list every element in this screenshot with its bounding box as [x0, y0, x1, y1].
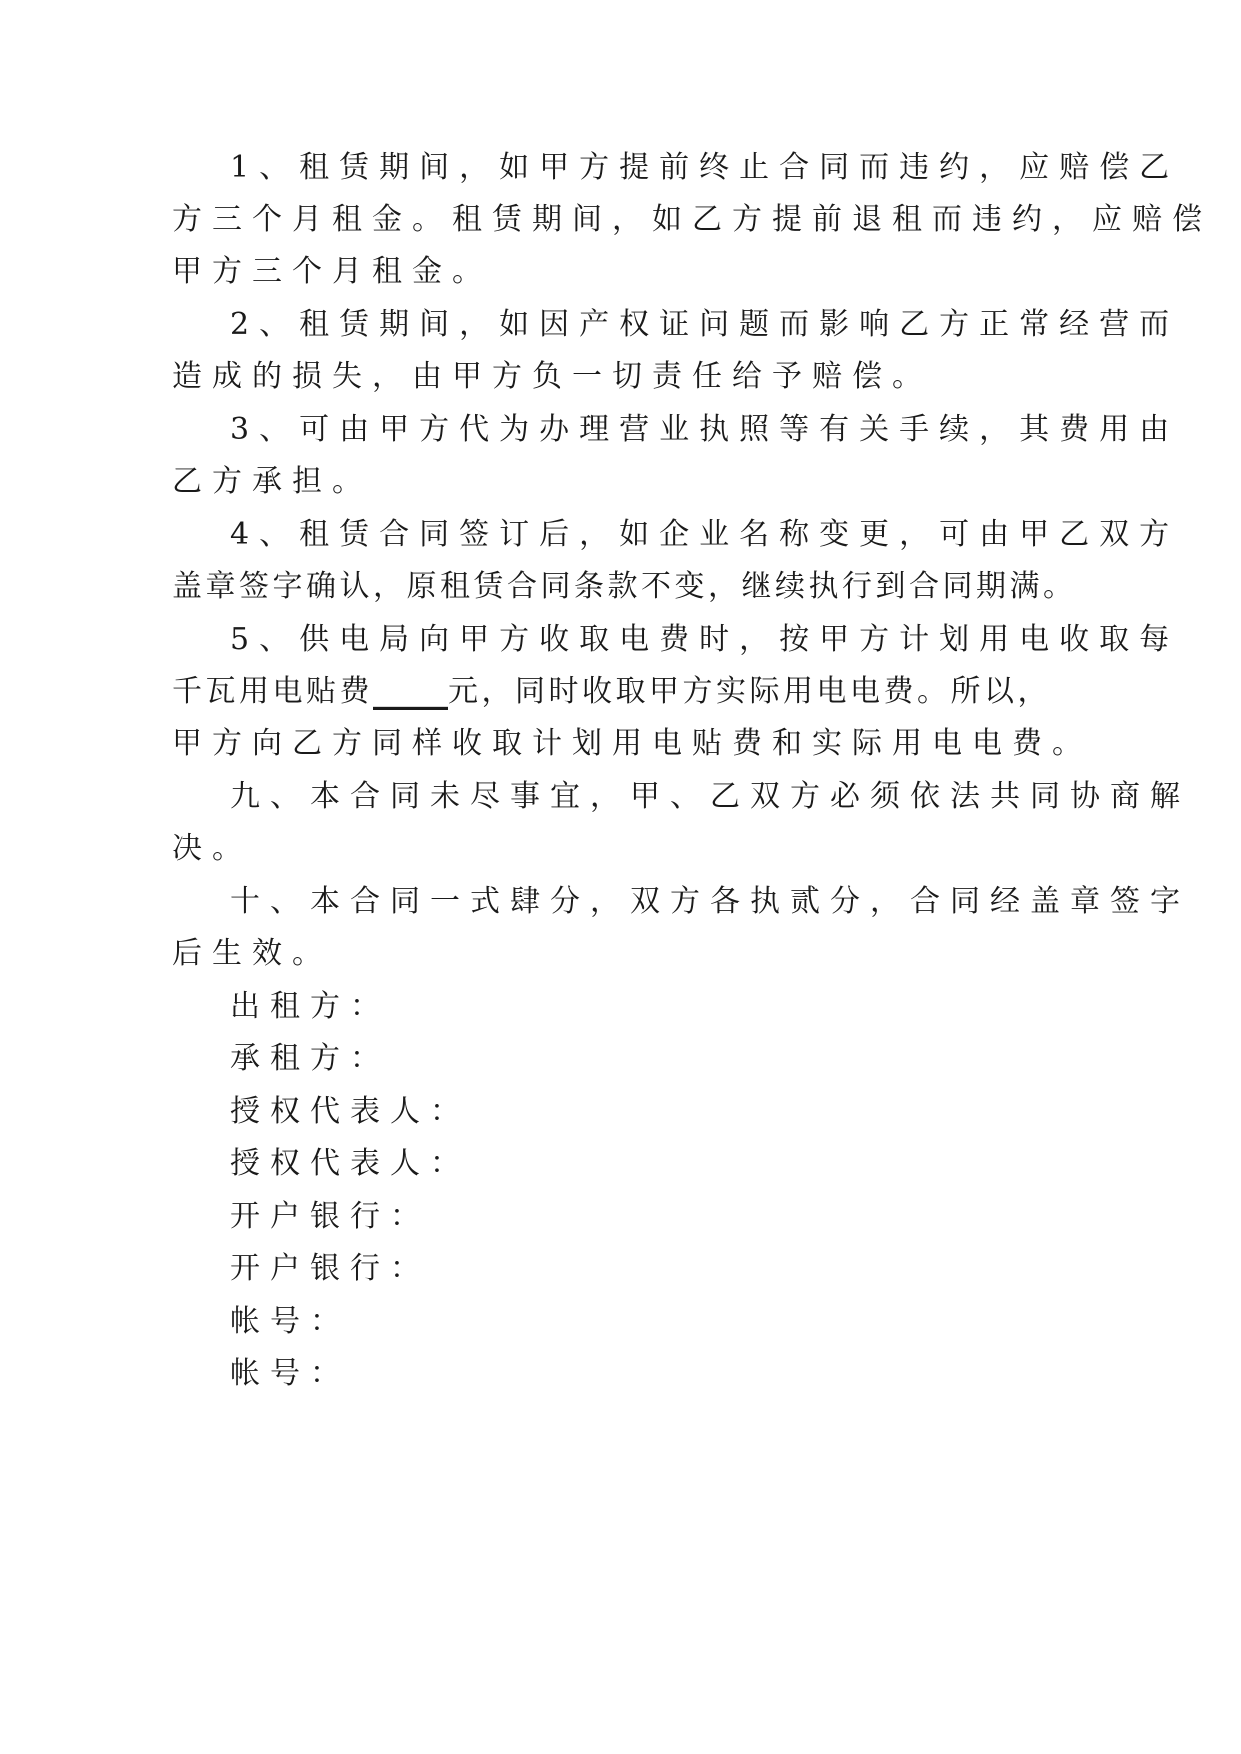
clause-9-line-2: 决。 — [172, 831, 252, 866]
signature-account-1: 帐号： — [230, 1304, 350, 1339]
clause-10-line-1: 十、本合同一式肆分，双方各执贰分，合同经盖章签字 — [230, 884, 1190, 919]
clause-10-line-2: 后生效。 — [172, 936, 332, 971]
fee-text-before: 千瓦用电贴费 — [172, 674, 373, 709]
clause-1-line-2: 方三个月租金。租赁期间，如乙方提前退租而违约，应赔偿 — [172, 202, 1212, 237]
signature-account-2: 帐号： — [230, 1356, 350, 1391]
signature-lessor: 出租方： — [230, 989, 390, 1024]
clause-2-line-1: 2、租赁期间，如因产权证问题而影响乙方正常经营而 — [230, 307, 1180, 342]
clause-2-line-2: 造成的损失，由甲方负一切责任给予赔偿。 — [172, 359, 932, 394]
clause-4-line-1: 4、租赁合同签订后，如企业名称变更，可由甲乙双方 — [230, 517, 1180, 552]
clause-1-line-1: 1、租赁期间，如甲方提前终止合同而违约，应赔偿乙 — [230, 150, 1180, 185]
signature-authorized-rep-2: 授权代表人： — [230, 1146, 470, 1181]
signature-lessee: 承租方： — [230, 1041, 390, 1076]
clause-5-line-1: 5、供电局向甲方收取电费时，按甲方计划用电收取每 — [230, 622, 1180, 657]
clause-9-line-1: 九、本合同未尽事宜，甲、乙双方必须依法共同协商解 — [230, 779, 1190, 814]
signature-bank-1: 开户银行： — [230, 1199, 430, 1234]
signature-bank-2: 开户银行： — [230, 1251, 430, 1286]
clause-3-line-2: 乙方承担。 — [172, 464, 372, 499]
clause-3-line-1: 3、可由甲方代为办理营业执照等有关手续，其费用由 — [230, 412, 1180, 447]
clause-5-line-2 — [172, 672, 1051, 712]
signature-authorized-rep-1: 授权代表人： — [230, 1094, 470, 1129]
clause-4-line-2: 盖章签字确认，原租赁合同条款不变，继续执行到合同期满。 — [172, 569, 1077, 604]
fee-text-after: 元，同时收取甲方实际用电电费。所以， — [448, 674, 1051, 709]
fee-blank: _____ — [373, 674, 448, 709]
clause-5-line-3: 甲方向乙方同样收取计划用电贴费和实际用电电费。 — [172, 726, 1092, 761]
clause-1-line-3: 甲方三个月租金。 — [172, 254, 492, 289]
